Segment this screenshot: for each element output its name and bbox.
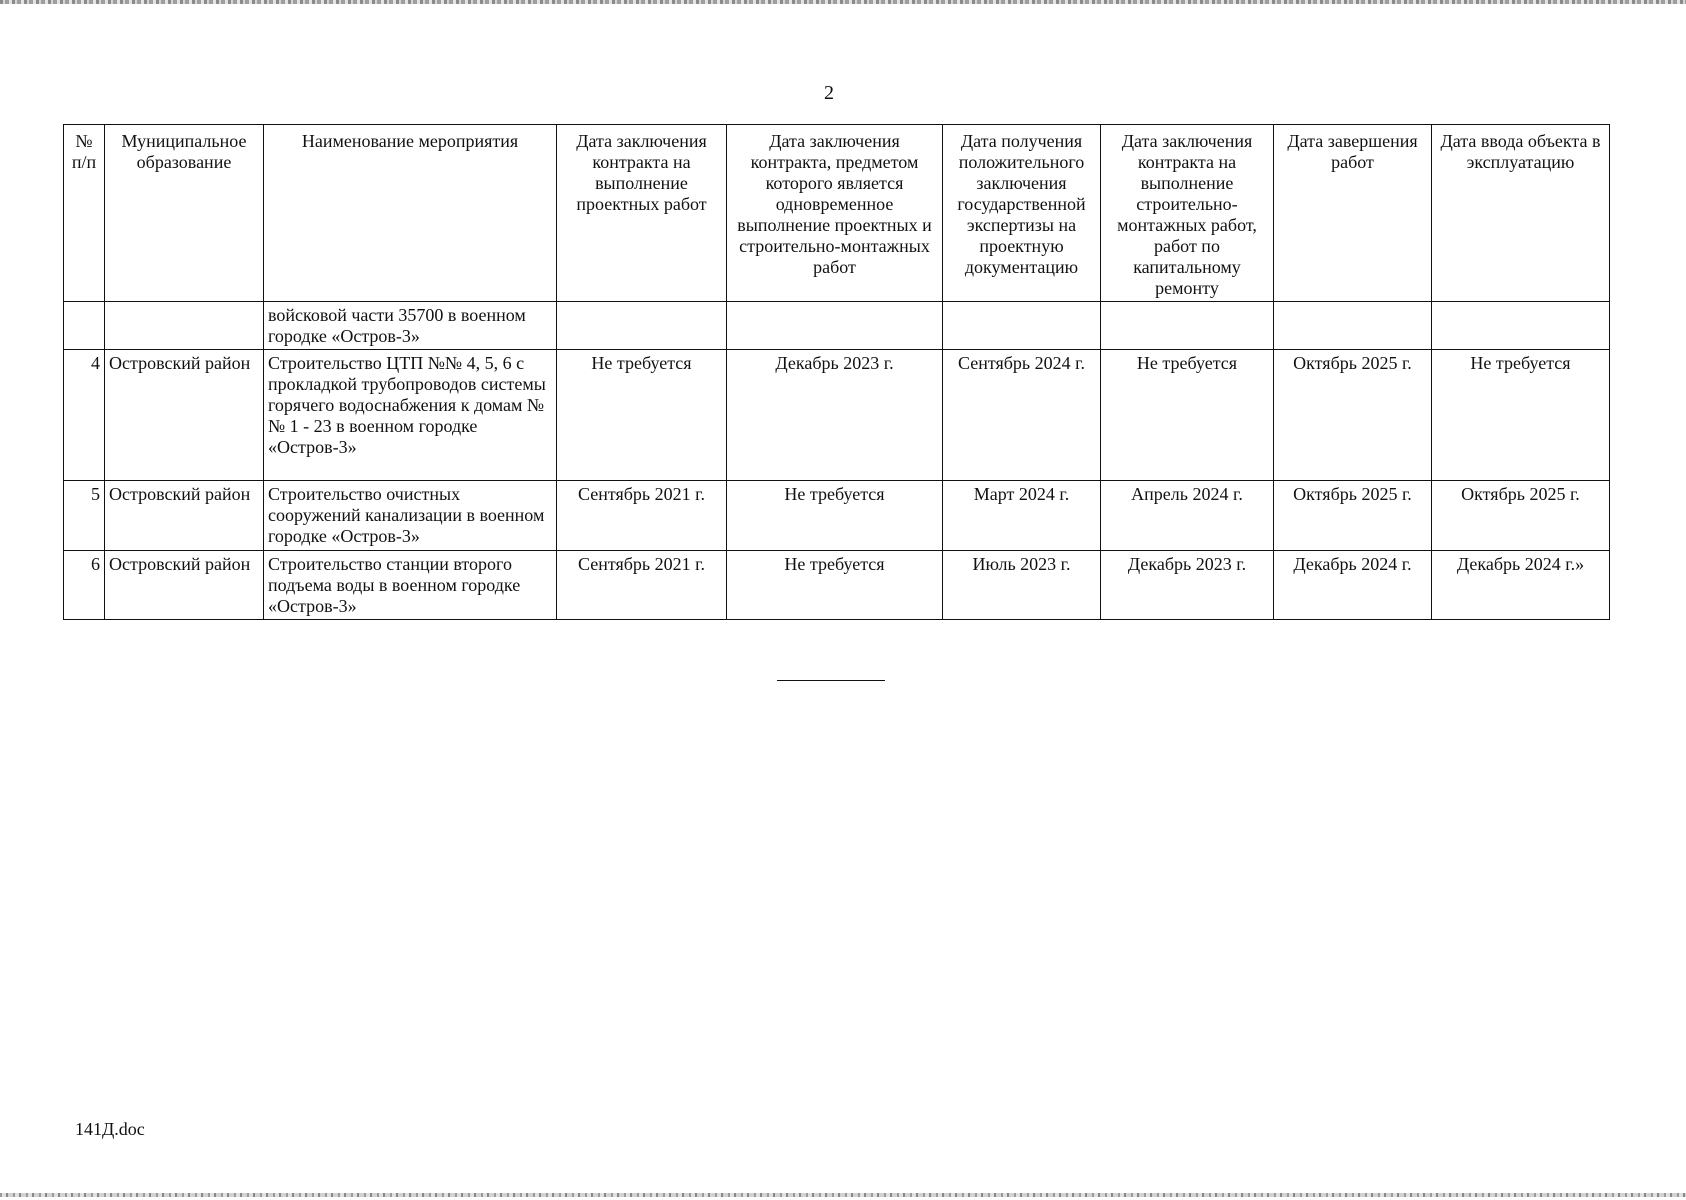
- document-filename: 141Д.doc: [75, 1119, 145, 1139]
- cell-municipality: Островский район: [105, 350, 264, 481]
- header-design-contract-date: Дата заключения контракта на выполнение проектных работ: [557, 125, 727, 302]
- page-number: 2: [824, 82, 834, 104]
- scan-edge-top: [0, 0, 1686, 4]
- cell-completion-date: Декабрь 2024 г.: [1274, 551, 1432, 620]
- cell-completion-date: Октябрь 2025 г.: [1274, 350, 1432, 481]
- cell-municipality: Островский район: [105, 481, 264, 551]
- cell-construction-contract-date: [1101, 302, 1274, 350]
- header-municipality: Муниципальное образование: [105, 125, 264, 302]
- header-construction-contract-date: Дата заключения контракта на выполнение строительно-монтажных работ, работ по капитальному ремонту: [1101, 125, 1274, 302]
- table-row: [64, 302, 1610, 350]
- cell-event-name: войсковой части 35700 в военном городке «Остров-3»: [264, 302, 557, 350]
- cell-design-contract-date: Сентябрь 2021 г.: [557, 551, 727, 620]
- table-row: [64, 350, 1610, 481]
- cell-commissioning-date: Не требуется: [1432, 350, 1610, 481]
- cell-event-name: Строительство очистных сооружений канализации в военном городке «Остров-3»: [264, 481, 557, 551]
- cell-expertise-date: Март 2024 г.: [943, 481, 1101, 551]
- cell-expertise-date: Сентябрь 2024 г.: [943, 350, 1101, 481]
- table-header-row: [64, 125, 1610, 302]
- cell-design-contract-date: [557, 302, 727, 350]
- cell-design-contract-date: Не требуется: [557, 350, 727, 481]
- cell-event-name: Строительство станции второго подъема воды в военном городке «Остров-3»: [264, 551, 557, 620]
- header-combined-contract-date: Дата заключения контракта, предметом которого является одновременное выполнение проектных и строительно-монтажных работ: [727, 125, 943, 302]
- cell-construction-contract-date: Декабрь 2023 г.: [1101, 551, 1274, 620]
- cell-expertise-date: Июль 2023 г.: [943, 551, 1101, 620]
- cell-construction-contract-date: Апрель 2024 г.: [1101, 481, 1274, 551]
- cell-combined-contract-date: Не требуется: [727, 551, 943, 620]
- cell-commissioning-date: [1432, 302, 1610, 350]
- cell-event-name: Строительство ЦТП №№ 4, 5, 6 с прокладкой трубопроводов системы горячего водоснабжения к домам №№ 1 - 23 в военном городке «Остров-3»: [264, 350, 557, 481]
- end-of-table-rule: [777, 680, 885, 681]
- cell-number: 4: [64, 350, 105, 481]
- header-commissioning-date: Дата ввода объекта в эксплуатацию: [1432, 125, 1610, 302]
- cell-number: 6: [64, 551, 105, 620]
- cell-commissioning-date: Октябрь 2025 г.: [1432, 481, 1610, 551]
- cell-municipality: Островский район: [105, 551, 264, 620]
- cell-municipality: [105, 302, 264, 350]
- cell-number: [64, 302, 105, 350]
- cell-commissioning-date: Декабрь 2024 г.»: [1432, 551, 1610, 620]
- table-row: [64, 481, 1610, 551]
- table-row: [64, 551, 1610, 620]
- header-event-name: Наименование мероприятия: [264, 125, 557, 302]
- header-completion-date: Дата завершения работ: [1274, 125, 1432, 302]
- cell-design-contract-date: Сентябрь 2021 г.: [557, 481, 727, 551]
- cell-combined-contract-date: Декабрь 2023 г.: [727, 350, 943, 481]
- cell-construction-contract-date: Не требуется: [1101, 350, 1274, 481]
- cell-combined-contract-date: Не требуется: [727, 481, 943, 551]
- cell-completion-date: Октябрь 2025 г.: [1274, 481, 1432, 551]
- scan-edge-bottom: [0, 1193, 1686, 1197]
- cell-completion-date: [1274, 302, 1432, 350]
- header-number: № п/п: [64, 125, 105, 302]
- cell-combined-contract-date: [727, 302, 943, 350]
- cell-expertise-date: [943, 302, 1101, 350]
- cell-number: 5: [64, 481, 105, 551]
- header-expertise-date: Дата получения положительного заключения государственной экспертизы на проектную документацию: [943, 125, 1101, 302]
- schedule-table: [63, 124, 1610, 620]
